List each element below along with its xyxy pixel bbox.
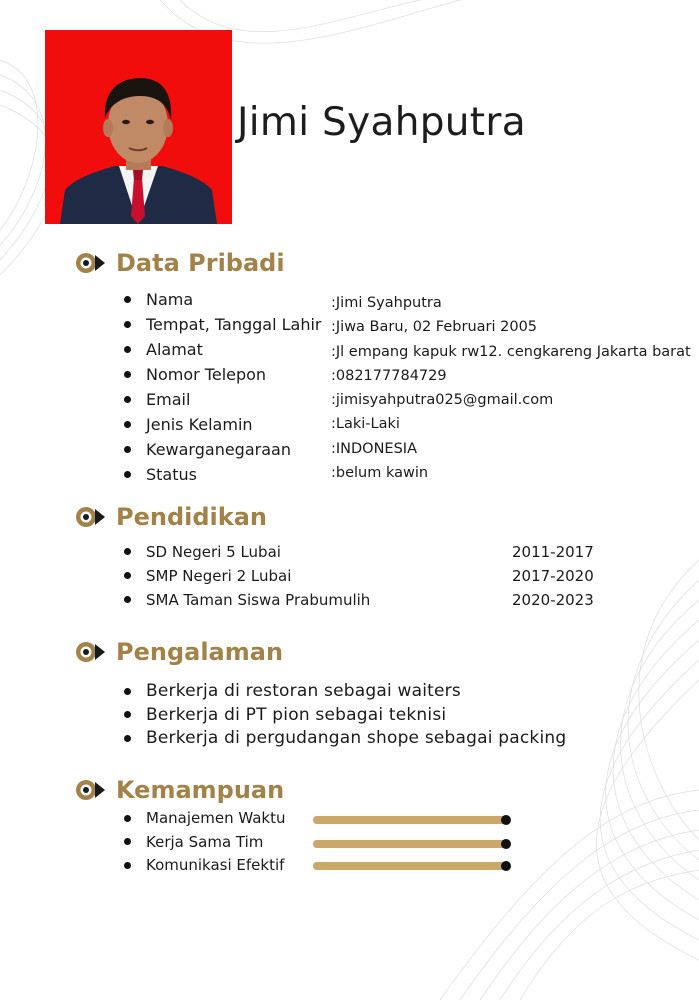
school-name: SD Negeri 5 Lubai <box>146 543 281 561</box>
full-name: Jimi Syahputra <box>237 100 526 145</box>
section-title-education: Pendidikan <box>116 503 268 531</box>
list-item: Tempat, Tanggal Lahir <box>124 312 322 337</box>
list-item: Status <box>124 462 322 487</box>
list-item: Kerja Sama Tim <box>124 831 285 855</box>
list-item <box>124 588 626 612</box>
section-bullet-icon <box>74 778 108 802</box>
skill-level-bar <box>313 840 510 848</box>
section-title-personal: Data Pribadi <box>116 249 285 277</box>
list-item: Jenis Kelamin <box>124 412 322 437</box>
list-item: Manajemen Waktu <box>124 807 285 831</box>
list-item <box>124 564 626 588</box>
list-item: Nomor Telepon <box>124 362 322 387</box>
value-kewarganegaraan: :INDONESIA <box>331 440 417 457</box>
list-item: Komunikasi Efektif <box>124 854 285 878</box>
section-bullet-icon <box>74 505 108 529</box>
section-header-education <box>74 502 267 532</box>
skill-level-bar <box>313 862 510 870</box>
experience-list <box>124 680 566 751</box>
school-years: 2020-2023 <box>512 591 594 609</box>
education-list <box>124 540 626 612</box>
skill-bar-end-dot <box>501 839 511 849</box>
section-header-experience <box>74 637 283 667</box>
skill-bar-end-dot <box>501 861 511 871</box>
list-item: Email <box>124 387 322 412</box>
value-ttl: :Jiwa Baru, 02 Februari 2005 <box>331 319 538 336</box>
school-name: SMP Negeri 2 Lubai <box>146 567 292 585</box>
section-header-skills <box>74 775 284 805</box>
section-bullet-icon <box>74 251 108 275</box>
school-years: 2017-2020 <box>512 567 594 585</box>
value-status: :belum kawin <box>331 465 429 482</box>
skill-level-bar <box>313 816 510 824</box>
personal-labels-list <box>124 287 322 487</box>
school-name: SMA Taman Siswa Prabumulih <box>146 591 371 609</box>
value-kelamin: :Laki-Laki <box>331 416 400 433</box>
section-title-skills: Kemampuan <box>116 776 285 804</box>
skill-bar-end-dot <box>501 815 511 825</box>
school-years: 2011-2017 <box>512 543 594 561</box>
list-item: Berkerja di PT pion sebagai teknisi <box>124 704 566 728</box>
value-telepon: :082177784729 <box>331 367 447 384</box>
section-title-experience: Pengalaman <box>116 638 284 666</box>
section-bullet-icon <box>74 640 108 664</box>
section-header-personal <box>74 248 285 278</box>
value-alamat: :Jl empang kapuk rw12. cengkareng Jakarta barat <box>331 343 691 360</box>
list-item: Kewarganegaraan <box>124 437 322 462</box>
list-item <box>124 540 626 564</box>
value-nama: :Jimi Syahputra <box>331 295 442 311</box>
personal-values-list <box>331 291 691 485</box>
list-item: Berkerja di restoran sebagai waiters <box>124 680 566 704</box>
list-item: Nama <box>124 287 322 312</box>
list-item: Berkerja di pergudangan shope sebagai packing <box>124 727 566 751</box>
value-email: :jimisyahputra025@gmail.com <box>331 392 554 409</box>
skills-list <box>124 807 285 878</box>
list-item: Alamat <box>124 337 322 362</box>
profile-photo <box>45 30 232 224</box>
